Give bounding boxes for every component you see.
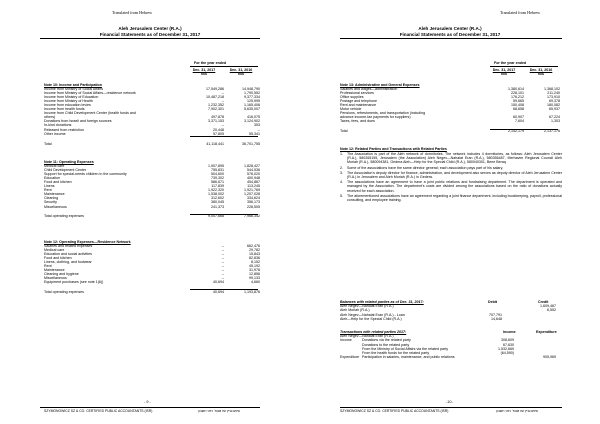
column-head-2016: Dec. 31, 2016 NIS bbox=[229, 68, 253, 77]
table-row: Professional services 228,101 211,240 bbox=[340, 91, 560, 96]
section-title: Note 12: Related Parties and Transactions with Related Parties bbox=[340, 147, 447, 151]
column-head-2017: Dec. 31, 2017 NIS bbox=[492, 68, 516, 77]
footer-rule bbox=[340, 407, 562, 408]
company-name: Aleh Jerusalem Center (R.A.) bbox=[118, 26, 182, 31]
debit-header: Debit bbox=[488, 300, 497, 304]
firm-name-he: סימונוביץ שז ושות' רואי חשבון bbox=[198, 409, 240, 413]
expenditure-header: Expenditure bbox=[536, 330, 557, 334]
related-parties-list bbox=[340, 152, 562, 203]
page-number: - 9 - bbox=[144, 400, 151, 404]
table-row: Rent -- 45,192 bbox=[44, 264, 260, 269]
table-row: Income from Ministry of Education 10,487,218 9,377,334 bbox=[44, 95, 260, 100]
table-row: Rent 1,922,320 1,921,769 bbox=[44, 188, 260, 193]
table-row: Donations to the related party 67,630 bbox=[362, 342, 514, 347]
income-header: Income bbox=[503, 330, 516, 334]
total-rule bbox=[490, 129, 558, 130]
total-rule bbox=[190, 289, 258, 290]
list-item: 4. The associations have an agreement to have a joint public relations and fundraising department. The department is operated and managed by the Association. The department's costs are divided among the associations based on the ratio of donations actually received for each association. bbox=[340, 180, 562, 193]
transactions-title: Transactions with related parties 2017: bbox=[340, 330, 407, 334]
table-row: Medical care 1,907,895 1,828,427 bbox=[44, 164, 260, 169]
page-10 bbox=[300, 0, 600, 424]
period-label: For the year ended bbox=[194, 61, 227, 65]
table-row: advance income-tax payments for suppliers) 60,907 67,224 bbox=[340, 115, 560, 120]
table-row: Pensions, refreshments, and transportation (including bbox=[340, 111, 426, 116]
firm-name-en: SZYMONOWICZ SZ & CO. CERTIFIED PUBLIC ACCOUNTANTS (ISR) bbox=[44, 409, 153, 413]
table-row: Aleh Negev—Nahalat Eran (R.A.) 1,609,467 bbox=[340, 304, 556, 309]
table-row: Miscellaneous -- 99,133 bbox=[44, 276, 260, 281]
table-row: Equipment purchases (see note 1(6)) 40,694 4,660 bbox=[44, 280, 260, 285]
table-row: Food and kitchen 586,671 454,867 bbox=[44, 180, 260, 185]
table-row: Office supplies 176,212 173,910 bbox=[340, 95, 560, 100]
table-row: Donations from Israeli and foreign sources 3,371,153 3,124,902 bbox=[44, 119, 260, 124]
table-row: Postage and telephone 59,665 69,378 bbox=[340, 99, 560, 104]
table-row: Income from Ministry of Social Affairs—residence network -- 1,790,552 bbox=[44, 91, 260, 96]
section-title: Note 11: Operating Expenses bbox=[44, 160, 94, 164]
table-row: Salaries and related expenses -- 662,476 bbox=[44, 244, 260, 249]
table-row: Salaries and wages—administration 1,380,614 1,368,102 bbox=[340, 87, 560, 92]
company-name: Aleh Jerusalem Center (R.A.) bbox=[418, 26, 482, 31]
table-row: Income from Ministry of Health -- 125,995 bbox=[44, 99, 260, 104]
table-row: Food and kitchen -- 82,836 bbox=[44, 256, 260, 261]
table-row: Education 739,302 400,948 bbox=[44, 176, 260, 181]
period-rule bbox=[490, 66, 558, 67]
table-row: Cleaning and hygiene -- 12,856 bbox=[44, 272, 260, 277]
total-rule bbox=[190, 214, 258, 215]
table-row: Released from restriction 20,448 -- bbox=[44, 127, 260, 132]
table-row: Support for special-needs children in the community 504,600 576,020 bbox=[44, 172, 260, 177]
statements-title: Financial Statements as of December 31, 2017 bbox=[99, 31, 201, 37]
list-item: 1. The Association is part of the Aleh network of dormitories. The network includes 4 dormitories, as follows: Aleh Jerusalem Center (R.A.), 580265155, Jerusalem (the Association) Aleh Negev—Nahalat Eran (R.A.), 580356487, Merhavim Regional Council Aleh Moriah (R.A.), 580094381, Gedera Aleh—Help for the Special Child (R.A.), 580040301, Bene Beraq bbox=[340, 152, 562, 165]
column-head-2016: Dec. 31, 2016 NIS bbox=[529, 68, 553, 77]
table-row: Miscellaneous 241,373 228,505 bbox=[44, 204, 260, 209]
table-row: Linens, clothing, and footwear -- 8,152 bbox=[44, 260, 260, 265]
table-row: others) 497,878 416,075 bbox=[44, 115, 260, 120]
table-row: Aleh Negev—Nahalat Eran (R.A.) - Loan 707,791 bbox=[340, 312, 502, 317]
related-parties-note bbox=[340, 147, 562, 151]
table-row: Aleh Moriah (R.A.) 6,552 bbox=[340, 308, 556, 313]
section-title: Note 10: Income and Participation bbox=[44, 83, 102, 87]
table-row: Income from education levies 1,232,352 1,165,406 bbox=[44, 103, 260, 108]
translated-note: Translated from Hebrew bbox=[500, 10, 541, 15]
page-header bbox=[0, 26, 300, 37]
section-title: Note 12: Operating Expenses—Residence Network bbox=[44, 240, 131, 244]
table-row: In-kind donations -- 353 bbox=[44, 123, 260, 128]
table-row: From the Ministry of Social Affairs via the related party 1,532,669 bbox=[362, 346, 514, 351]
table-row: Taxes, fees, and dues 7,604 1,303 bbox=[340, 119, 560, 124]
table-row: Income from Child Development Center (health funds and bbox=[44, 111, 136, 116]
table-row: Linens 117,839 113,245 bbox=[44, 184, 260, 189]
page-number: -10- bbox=[446, 400, 453, 404]
period-rule bbox=[190, 66, 258, 67]
note-11-table bbox=[44, 160, 260, 218]
total-rule bbox=[190, 136, 258, 137]
note-13-table bbox=[340, 83, 560, 134]
list-item: 2. Some of the associations have the same director general; each association pays part of his salary. bbox=[340, 165, 504, 170]
total-row: Total operating expenses 40,694 1,193,876 bbox=[44, 289, 260, 294]
table-row: Maintenance -- 31,976 bbox=[44, 268, 260, 273]
column-head-2017: Dec. 31, 2017 NIS bbox=[192, 68, 216, 77]
translated-note: Translated from Hebrew bbox=[112, 10, 153, 15]
table-row: Medical care -- 29,782 bbox=[44, 248, 260, 253]
header-rule bbox=[40, 38, 260, 39]
transactions-party: Aleh Negev—Nahalat Eran (R.A.) bbox=[340, 334, 394, 339]
table-row: Expenditure Participation in salaries, maintenance, and public relations 905,969 bbox=[340, 355, 556, 360]
balances-table bbox=[340, 300, 562, 321]
table-row: From the health funds for the related party (64,590) bbox=[362, 350, 514, 355]
table-row: Security 380,045 356,173 bbox=[44, 200, 260, 205]
note-12-table bbox=[44, 240, 260, 294]
section-title: Note 13: Administrative and General Expenses bbox=[340, 83, 420, 87]
table-row: Child Development Center 755,831 544,536 bbox=[44, 168, 260, 173]
table-row: Cleaning 312,602 334,624 bbox=[44, 196, 260, 201]
list-item: 3. The Association's deputy director for finance, administration, and development also serves as deputy director of Aleh Jerusalem Center (R.A.) in Jerusalem and Aleh Moriah (R.A.) in Gedera. bbox=[340, 170, 562, 179]
table-row: Aleh—Help for the Special Child (R.A.) 14,648 bbox=[340, 316, 502, 321]
period-label: For the year ended bbox=[494, 61, 527, 65]
statements-title: Financial Statements as of December 31, 2017 bbox=[399, 31, 501, 37]
total-row: Total 41,118,441 36,701,755 bbox=[44, 141, 260, 146]
transactions-table bbox=[340, 330, 562, 359]
footer-rule bbox=[40, 407, 260, 408]
firm-name-he: סימונוביץ שז ושות' רואי חשבון bbox=[496, 409, 538, 413]
total-row: Total operating expenses 9,007,668 7,966,342 bbox=[44, 213, 260, 218]
total-row: Total 2,142,179 2,137,176 bbox=[340, 129, 560, 134]
firm-name-en: SZYMONOWICZ SZ & CO. CERTIFIED PUBLIC ACCOUNTANTS (ISR) bbox=[340, 409, 449, 413]
table-row: Income Donations via the related party 308,609 bbox=[340, 338, 514, 343]
credit-header: Credit bbox=[538, 300, 549, 304]
table-row: Education and social activities -- 15,843 bbox=[44, 252, 260, 257]
balances-title: Balances with related parties as of Dec. 31, 2017: bbox=[340, 300, 424, 304]
page-header bbox=[300, 26, 600, 37]
list-item: 5. The aforementioned associations have an agreement regarding a joint finance department, including bookkeeping, payroll, professional consulting, and employee training. bbox=[340, 193, 562, 202]
table-row: Other income 57,805 55,341 bbox=[44, 131, 260, 136]
table-row: Rent and maintenance 150,408 180,082 bbox=[340, 103, 560, 108]
header-rule bbox=[340, 38, 562, 39]
table-row: Maintenance 1,538,002 1,207,028 bbox=[44, 192, 260, 197]
table-row: Income from health funds 7,902,301 5,635,007 bbox=[44, 107, 260, 112]
table-row: Motor vehicle 68,658 65,937 bbox=[340, 107, 560, 112]
table-row: Income from Ministry of Social Affairs 17,549,286 14,948,790 bbox=[44, 87, 260, 92]
